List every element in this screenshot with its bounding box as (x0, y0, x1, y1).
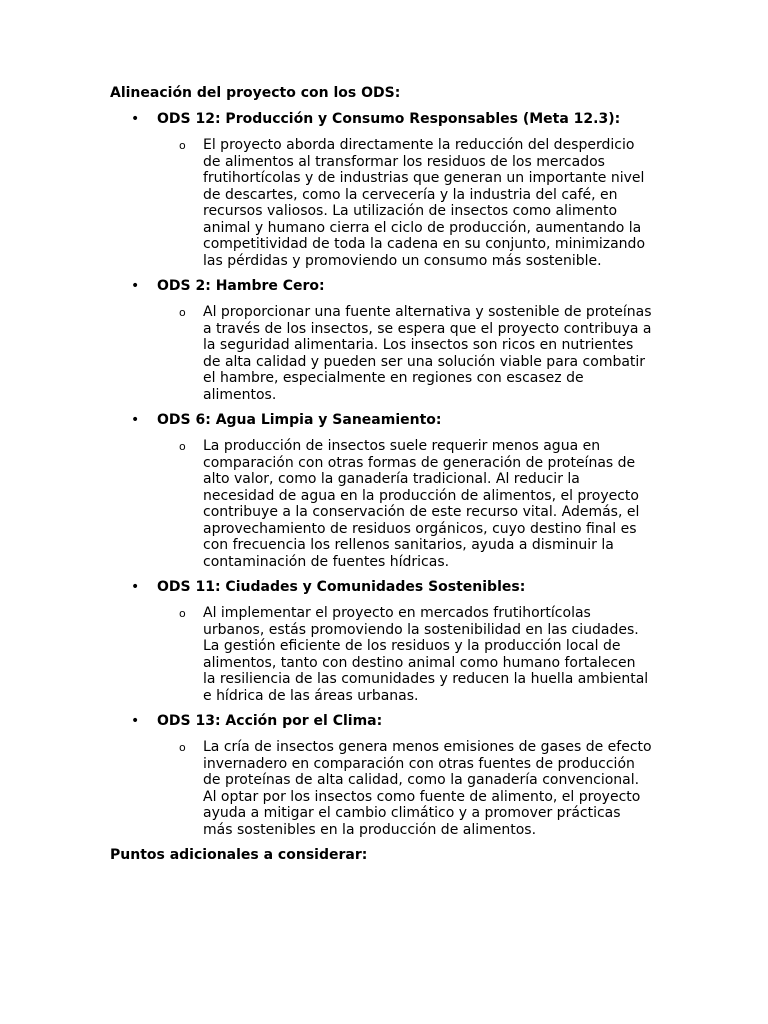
bullet-icon: • (131, 111, 140, 127)
bullet-icon: • (131, 412, 140, 428)
bullet-icon: • (131, 278, 140, 294)
ods-title: ODS 11: Ciudades y Comunidades Sostenibles: (157, 579, 526, 595)
ods-title: ODS 12: Producción y Consumo Responsables (Meta 12.3): (157, 111, 621, 127)
ods-item-12 (110, 111, 768, 269)
ods-description: La producción de insectos suele requerir menos agua en comparación con otras formas de generación de proteínas de alto valor, como la ganadería tradicional. Al reducir la necesidad de agua en la producción de alimentos, el proyecto contribuye a la conservación de este recurso vital. Además, el aprovechamiento de residuos orgánicos, cuyo destino final es con frecuencia los rellenos sanitarios, ayuda a disminuir la contaminación de fuentes hídricas. (203, 438, 640, 570)
section-heading-ods-alignment: Alineación del proyecto con los ODS: (110, 85, 401, 101)
ods-title: ODS 2: Hambre Cero: (157, 278, 325, 294)
ods-description: El proyecto aborda directamente la reducción del desperdicio de alimentos al transformar los residuos de los mercados frutihortícolas y de industrias que generan un importante nivel de descartes, como la cervecería y la industria del café, en recursos valiosos. La utilización de insectos como alimento animal y humano cierra el ciclo de producción, aumentando la competitividad de toda la cadena en su conjunto, minimizando las pérdidas y promoviendo un consumo más sostenible. (203, 137, 646, 269)
ods-detail (110, 137, 768, 269)
sub-bullet-icon: o (179, 440, 186, 453)
ods-detail (110, 605, 768, 704)
ods-description: Al proporcionar una fuente alternativa y sostenible de proteínas a través de los insectos, se espera que el proyecto contribuya a la seguridad alimentaria. Los insectos son ricos en nutrientes de alta calidad y pueden ser una solución viable para combatir el hambre, especialmente en regiones con escasez de alimentos. (203, 304, 652, 403)
bullet-icon: • (131, 579, 140, 595)
ods-detail (110, 304, 768, 403)
sub-bullet-icon: o (179, 741, 186, 754)
ods-description: La cría de insectos genera menos emisiones de gases de efecto invernadero en comparación con otras fuentes de producción de proteínas de alta calidad, como la ganadería convencional. Al optar por los insectos como fuente de alimento, el proyecto ayuda a mitigar el cambio climático y a promover prácticas más sostenibles en la producción de alimentos. (203, 739, 652, 838)
ods-title: ODS 6: Agua Limpia y Saneamiento: (157, 412, 442, 428)
bullet-icon: • (131, 713, 140, 729)
ods-item-2 (110, 278, 768, 403)
ods-detail (110, 739, 768, 838)
sub-bullet-icon: o (179, 306, 186, 319)
ods-item-13 (110, 713, 768, 838)
sub-bullet-icon: o (179, 139, 186, 152)
ods-title: ODS 13: Acción por el Clima: (157, 713, 383, 729)
ods-detail (110, 438, 768, 570)
ods-list (110, 111, 768, 838)
ods-description: Al implementar el proyecto en mercados frutihortícolas urbanos, estás promoviendo la sostenibilidad en las ciudades. La gestión eficiente de los residuos y la producción local de alimentos, tanto con destino animal como humano fortalecen la resiliencia de las comunidades y reducen la huella ambiental e hídrica de las áreas urbanas. (203, 605, 649, 704)
ods-item-11 (110, 579, 768, 704)
ods-item-6 (110, 412, 768, 570)
sub-bullet-icon: o (179, 607, 186, 620)
section-heading-additional-points: Puntos adicionales a considerar: (110, 847, 368, 863)
